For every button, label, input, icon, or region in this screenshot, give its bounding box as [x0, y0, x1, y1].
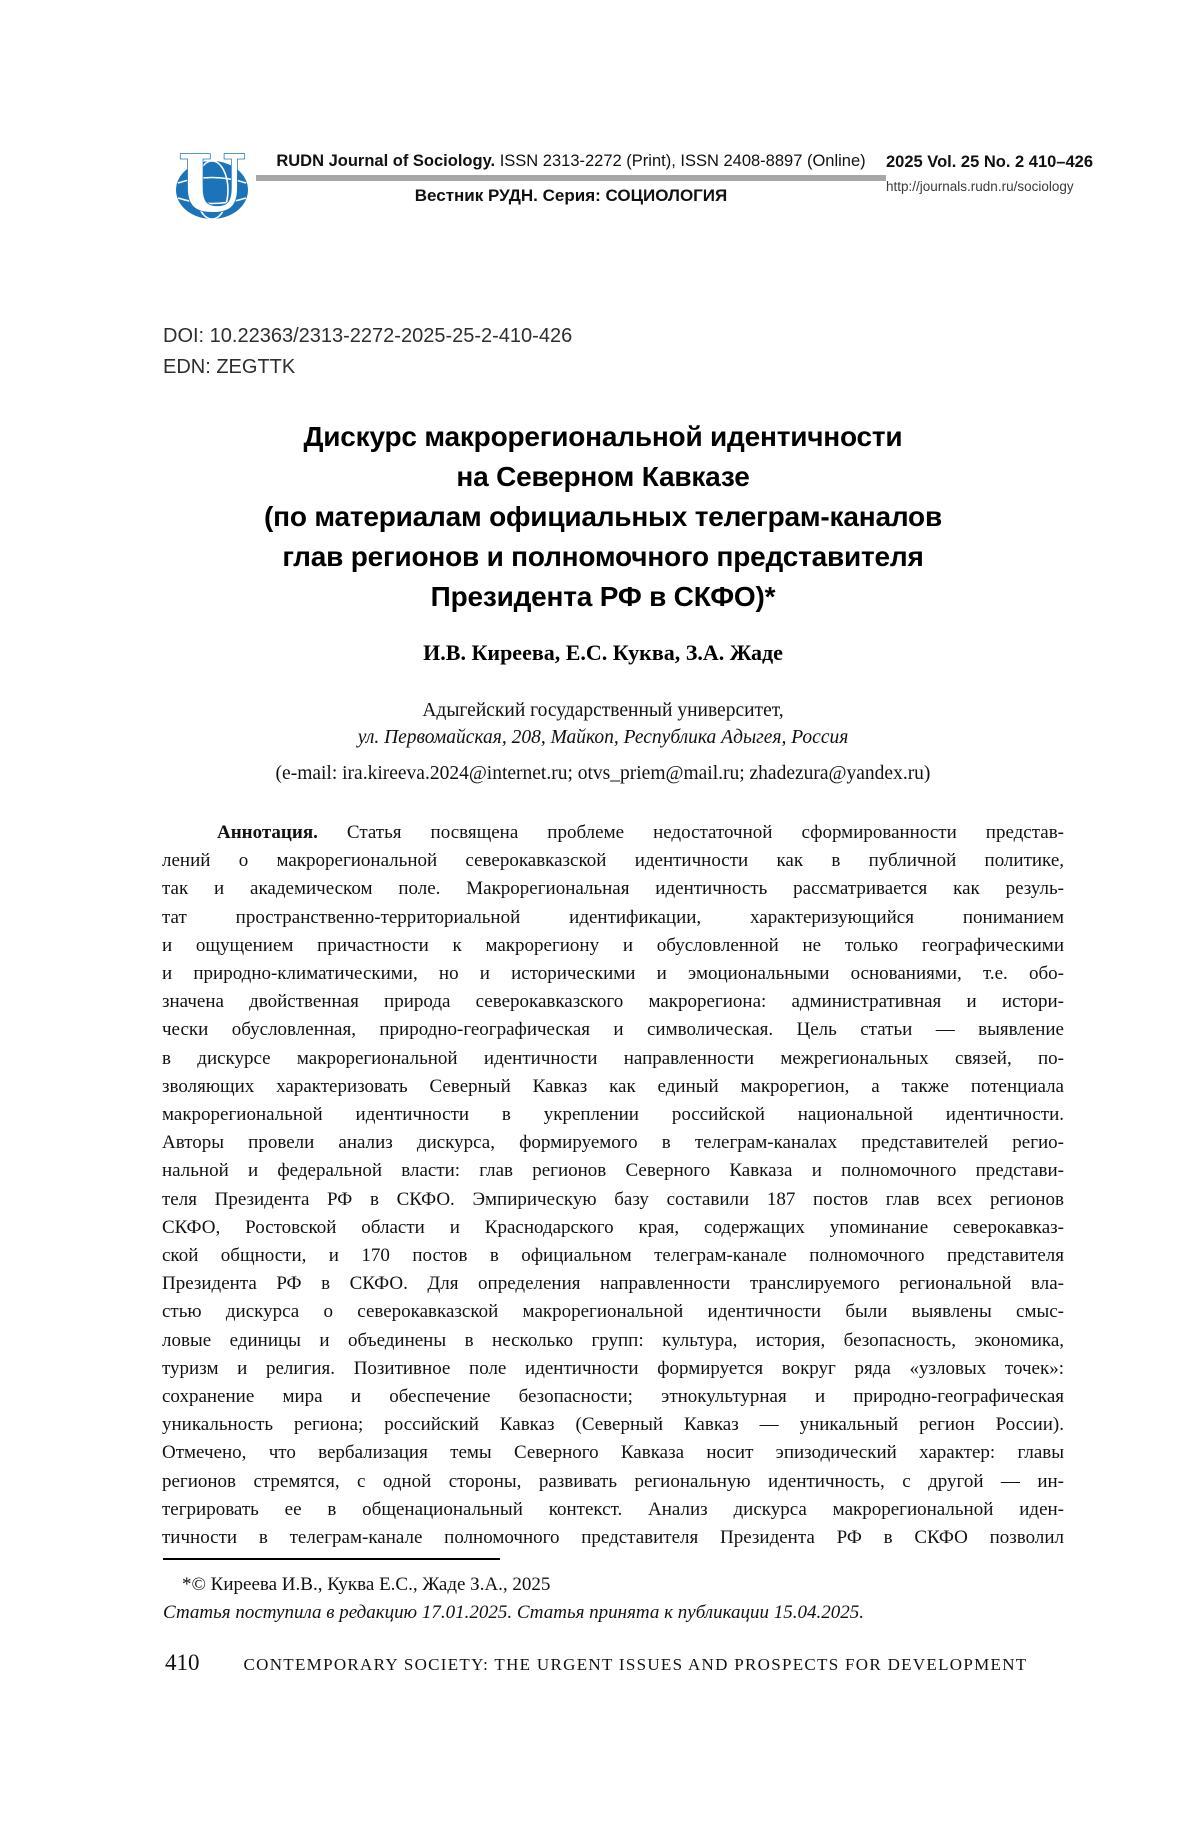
- svg-text:U: U: [177, 139, 247, 221]
- abstract-line: ской общности, и 170 постов в официальном телеграм-канале полномочного представителя: [162, 1245, 1064, 1267]
- footnote-block: [163, 1571, 1065, 1626]
- footnote-copyright: *© Киреева И.В., Куква Е.С., Жаде З.А., 2025: [182, 1574, 551, 1595]
- abstract-line: туризм и религия. Позитивное поле идентичности формируется вокруг ряда «узловых точек»:: [162, 1357, 1064, 1379]
- journal-title-ru: Вестник РУДН. Серия: СОЦИОЛОГИЯ: [414, 186, 728, 205]
- abstract-line: макрорегиональной идентичности в укреплении российской национальной идентичности.: [162, 1104, 1064, 1126]
- abstract-line: теля Президента РФ в СКФО. Эмпирическую базу составили 187 постов глав всех регионов: [162, 1188, 1064, 1210]
- footer-section-title: CONTEMPORARY SOCIETY: THE URGENT ISSUES AND PROSPECTS FOR DEVELOPMENT: [243, 1655, 1028, 1674]
- abstract-line: тегрировать ее в общенациональный контекст. Анализ дискурса макрорегиональной иден-: [162, 1498, 1064, 1520]
- abstract-line: лений о макрорегиональной северокавказской идентичности как в публичной политике,: [162, 850, 1064, 872]
- article-title-line: (по материалам официальных телеграм-каналов: [264, 501, 942, 532]
- affiliation-name: Адыгейский государственный университет,: [422, 700, 784, 721]
- abstract-line: в дискурсе макрорегиональной идентичности направленности межрегиональных связей, по-: [162, 1047, 1064, 1069]
- abstract-line: так и академическом поле. Макрорегиональная идентичность рассматривается как резуль-: [162, 878, 1064, 900]
- affiliation-block: [152, 697, 1054, 751]
- page-footer: [165, 1650, 1067, 1676]
- journal-title-line: [256, 152, 886, 171]
- rudn-logo-icon: [174, 139, 250, 221]
- footnote-dates: Статья поступила в редакцию 17.01.2025. Статья принята к публикации 15.04.2025.: [163, 1601, 864, 1623]
- journal-issn: ISSN 2313-2272 (Print), ISSN 2408-8897 (Online): [495, 152, 866, 170]
- header-right: [886, 153, 1093, 194]
- header-center: [256, 152, 886, 206]
- footnote-rule: [163, 1558, 500, 1560]
- article-title-line: Дискурс макрорегиональной идентичности: [303, 421, 903, 452]
- abstract-block: [162, 819, 1064, 1552]
- issue-info: 2025 Vol. 25 No. 2 410–426: [886, 153, 1093, 171]
- abstract-line: тичности в телеграм-канале полномочного представителя Президента РФ в СКФО позволил: [162, 1527, 1064, 1549]
- article-title-line: на Северном Кавказе: [456, 461, 750, 492]
- article-title: [152, 417, 1054, 617]
- article-title-line: Президента РФ в СКФО)*: [430, 581, 776, 612]
- edn-line: EDN: ZEGTTK: [163, 356, 296, 378]
- abstract-line: Авторы провели анализ дискурса, формируемого в телеграм-каналах представителей регио-: [162, 1132, 1064, 1154]
- abstract-label: Аннотация.: [217, 822, 318, 843]
- authors-line: И.В. Киреева, Е.С. Куква, З.А. Жаде: [423, 640, 783, 665]
- page-number: 410: [165, 1650, 200, 1675]
- doi-line: DOI: 10.22363/2313-2272-2025-25-2-410-426: [163, 325, 573, 347]
- abstract-line: стью дискурса о северокавказской макрорегиональной идентичности были выявлены смыс-: [162, 1301, 1064, 1323]
- abstract-line: тат пространственно-территориальной идентификации, характеризующийся пониманием: [162, 906, 1064, 928]
- abstract-line: зволяющих характеризовать Северный Кавказ как единый макрорегион, а также потенциала: [162, 1075, 1064, 1097]
- affiliation-address: ул. Первомайская, 208, Майкоп, Республика Адыгея, Россия: [357, 727, 849, 748]
- header-divider-bar: [256, 175, 886, 181]
- abstract-line: нальной и федеральной власти: глав регионов Северного Кавказа и полномочного представи-: [162, 1160, 1064, 1182]
- journal-title-en: RUDN Journal of Sociology.: [276, 152, 496, 170]
- abstract-line: чески обусловленная, природно-географическая и символическая. Цель статьи — выявление: [162, 1019, 1064, 1041]
- abstract-line: и ощущением причастности к макрорегиону и обусловленной не только географическими: [162, 934, 1064, 956]
- abstract-line: и природно-климатическими, но и историческими и эмоциональными основаниями, т.е. обо-: [162, 963, 1064, 985]
- abstract-line: регионов стремятся, с одной стороны, развивать региональную идентичность, с другой — ин-: [162, 1470, 1064, 1492]
- abstract-line: сохранение мира и обеспечение безопасности; этнокультурная и природно-географическая: [162, 1386, 1064, 1408]
- abstract-line: уникальность региона; российский Кавказ (Северный Кавказ — уникальный регион России).: [162, 1414, 1064, 1436]
- abstract-first-line-text: Статья посвящена проблеме недостаточной сформированности представ-: [317, 822, 1064, 843]
- abstract-line: Отмечено, что вербализация темы Северного Кавказа носит эпизодический характер: главы: [162, 1442, 1064, 1464]
- abstract-line: ловые единицы и объединены в несколько групп: культура, история, безопасность, экономика,: [162, 1329, 1064, 1351]
- abstract-line: значена двойственная природа северокавказского макрорегиона: административная и истори-: [162, 991, 1064, 1013]
- authors-emails: (e-mail: ira.kireeva.2024@internet.ru; otvs_priem@mail.ru; zhadezura@yandex.ru): [275, 763, 931, 784]
- abstract-lines: [162, 847, 1064, 1552]
- article-title-line: глав регионов и полномочного представителя: [282, 541, 924, 572]
- journal-url: http://journals.rudn.ru/sociology: [886, 179, 1074, 194]
- article-identifiers: [163, 321, 572, 383]
- abstract-line: Президента РФ в СКФО. Для определения направленности транслируемого региональной вла-: [162, 1273, 1064, 1295]
- abstract-first-line: [162, 819, 1064, 847]
- abstract-line: СКФО, Ростовской области и Краснодарского края, содержащих упоминание северокавказ-: [162, 1216, 1064, 1238]
